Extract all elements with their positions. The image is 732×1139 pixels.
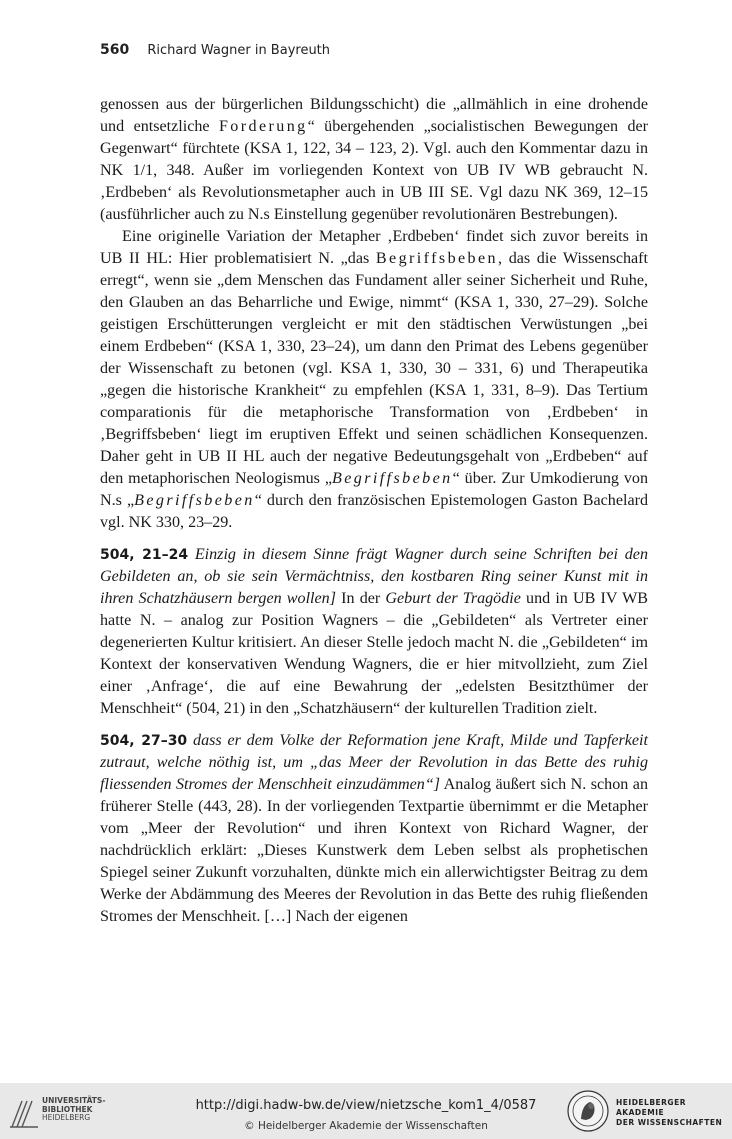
spaced-word: Begriffsbeben [375, 250, 498, 267]
paragraph-continuation: genossen aus der bürgerlichen Bildungsschicht) die „allmählich in eine drohende und entsetzliche Forderung“ übergehenden „socialistischen Bewegungen der Gegenwart“ fürchtete (KSA 1, 122, 34 – 123, 2). Vgl. auch den Kommentar dazu in NK 1/1, 348. Außer im vorliegenden Kontext von UB IV WB gebraucht N. ‚Erdbeben‘ als Revolutionsmetapher auch in UB III SE. Vgl dazu NK 369, 12–15 (ausführlicher auch zu N.s Einstellung gegenüber revolutionären Bestrebungen). [100, 96, 648, 223]
copyright-notice: © Heidelberger Akademie der Wissenschaften [244, 1120, 488, 1132]
commentary-entry-504-21: 504, 21–24 Einzig in diesem Sinne frägt Wagner durch seine Schriften bei den Gebildeten an, ob sie sein Vermächtniss, den kostbaren Ring seiner Kunst mit in ihren Schatzhäusern bergen wollen] In der Geburt der Tragödie und in UB IV WB hatte N. – analog zur Position Wagners – die „Gebildeten“ als Vertreter einer degenerierten Kultur kritisiert. An dieser Stelle jedoch macht N. die „Gebildeten“ im Kontext der konservativen Wendung Wagners, die er hier mitvollzieht, zum Ziel einer ‚Anfrage‘, die auf eine Bewahrung der „edelsten Besitzthümer der Menschheit“ (504, 21) in den „Schatzhäusern“ der kulturellen Tradition zielt. [100, 546, 648, 717]
work-title: Geburt der Tragödie [385, 590, 521, 607]
lemma-reference: 504, 27–30 [100, 733, 188, 749]
spaced-word: Forderung [218, 118, 308, 135]
spaced-italic-word: Begriffsbeben [332, 470, 453, 487]
commentary-entry-504-27: 504, 27–30 dass er dem Volke der Reformation jene Kraft, Milde und Tapferkeit zutraut, welche nöthig ist, um „das Meer der Revolution in das Bette des ruhig fliessenden Stromes der Menschheit einzudämmen“] Analog äußert sich N. schon an früherer Stelle (443, 28). In der vorliegenden Textpartie übernimmt er die Metapher vom „Meer der Revolution“ und ihren Kontext von Richard Wagner, der nachdrücklich erklärt: „Dieses Kunstwerk dem Leben selbst als prophetischen Spiegel seiner Zukunft vorzuhalten, dünkte mich ein allerwichtigster Beitrag zu dem Werke der Abdämmung des Meeres der Revolution in das Bette des ruhig fließenden Stromes der Menschheit. […] Nach der eigenen [100, 732, 648, 925]
commentary-text [100, 94, 648, 928]
page-number: 560 [100, 42, 130, 58]
spaced-italic-word: Begriffsbeben [134, 492, 255, 509]
lemma-reference: 504, 21–24 [100, 547, 189, 563]
university-library-name: UNIVERSITÄTS- BIBLIOTHEK HEIDELBERG [42, 1096, 106, 1122]
running-head [100, 42, 660, 64]
lemma-text: dass er dem Volke der Reformation jene Kraft, Milde und Tapferkeit zutraut, welche nöthig ist, um „das Meer der Revolution in das Bette des ruhig fliessenden Stromes der Menschheit einzudämmen“] [100, 732, 648, 793]
academy-seal-icon [566, 1089, 610, 1133]
lemma-text: Einzig in diesem Sinne frägt Wagner durch seine Schriften bei den Gebildeten an, ob sie sein Vermächtniss, den kostbaren Ring seiner Kunst mit in ihren Schatzhäusern bergen wollen] [100, 546, 648, 607]
running-title: Richard Wagner in Bayreuth [147, 43, 331, 58]
footer-bar [0, 1083, 732, 1139]
paragraph-begriffsbeben: Eine originelle Variation der Metapher ‚Erdbeben‘ findet sich zuvor bereits in UB II HL: Hier problematisiert N. „das Begriffsbeben, das die Wissenschaft erregt“, wenn sie „dem Menschen das Fundament aller seiner Sicherheit und Ruhe, den Glauben an das Beharrliche und Ewige, nimmt“ (KSA 1, 330, 27–29). Solche geistigen Erschütterungen vergleicht er mit den städtischen Verwüstungen „bei einem Erdbeben“ (KSA 1, 330, 23–24), um dann den Primat des Lebens gegenüber der Wissenschaft zu betonen (vgl. KSA 1, 330, 30 – 331, 6) und Therapeutika „gegen die historische Krankheit“ zu empfehlen (KSA 1, 331, 8–9). Das Tertium comparationis für die metaphorische Transformation von ‚Erdbeben‘ in ‚Begriffsbeben‘ liegt im eruptiven Effekt und seinen schädlichen Konsequenzen. Daher geht in UB II HL auch der negative Bedeutungsgehalt von „Erdbeben“ auf den metaphorischen Neologismus „Begriffsbeben“ über. Zur Umkodierung von N.s „Begriffsbeben“ durch den französischen Epistemologen Gaston Bachelard vgl. NK 330, 23–29. [100, 228, 648, 531]
source-url-link[interactable]: http://digi.hadw-bw.de/view/nietzsche_kom1_4/0587 [195, 1098, 537, 1113]
academy-name: HEIDELBERGER AKADEMIE DER WISSENSCHAFTEN [616, 1098, 723, 1127]
